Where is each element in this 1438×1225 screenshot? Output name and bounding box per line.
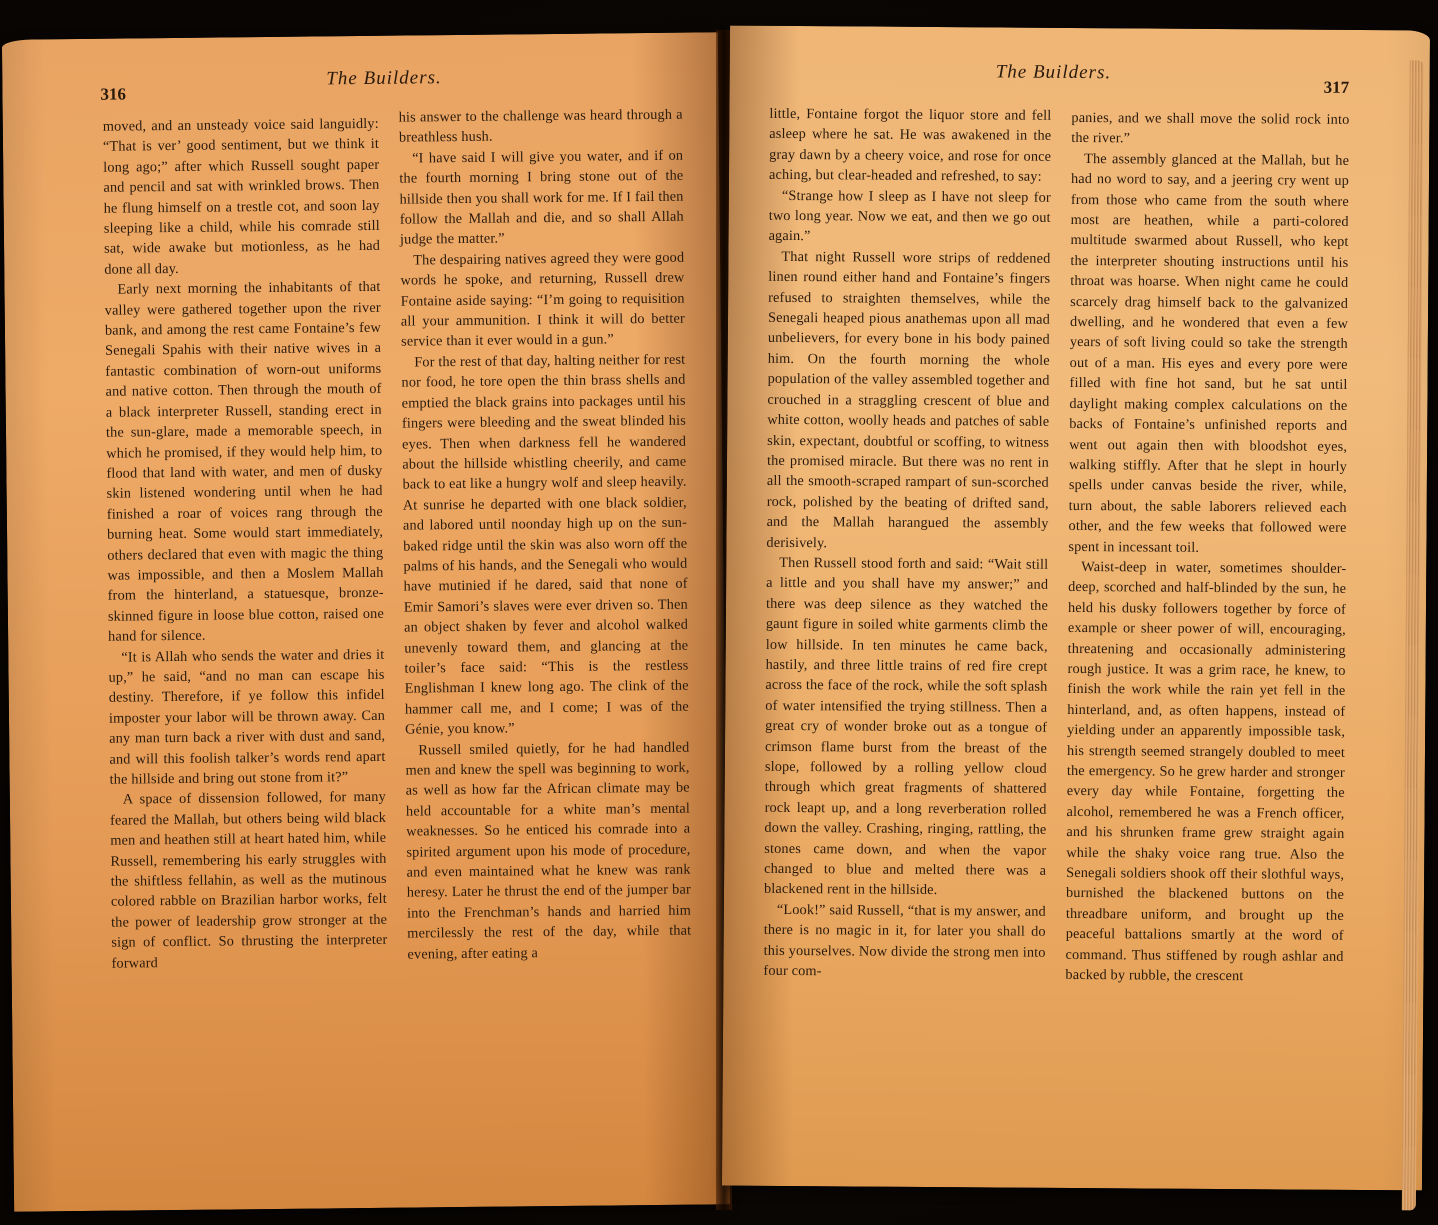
paragraph: “It is Allah who sends the water and dries it up,” he said, “and no man can escape his destiny. Therefore, if ye follow this infidel imposter your labor will be thrown away. Can any man turn back a river with dust and sand, and will this foolish talker’s words rend apart the hillside and bring out stone from it?” — [108, 646, 386, 788]
paragraph: The despairing natives agreed they were good words he spoke, and returning, Russell drew Fontaine aside saying: “I’m going to requisition all your ammunition. I think it will do better service than it ever would in a gun.” — [400, 249, 685, 351]
paragraph: That night Russell wore strips of reddened linen round either hand and Fontaine’s fingers refused to straighten themselves, while the Senegali heaped pious anathemas upon all mad unbelievers, for every bone in his body pained him. On the fourth morning the whole population of the valley assembled together and crouched in a straggling crescent of blue and white cotton, woolly heads and patches of sable skin, expectant, doubtful or scoffing, to witness the promised miracle. But there was no rent in all the smooth-scraped rampart of sun-scorched rock, polished by the beating of drifted sand, and the Mallah harangued the assembly derisively. — [766, 248, 1051, 551]
page-edges — [1402, 60, 1424, 1210]
paragraph: panies, and we shall move the solid rock into the river.” — [1071, 109, 1350, 147]
paragraph: his answer to the challenge was heard through a breathless hush. — [398, 106, 683, 147]
right-page-column-1 — [763, 104, 1051, 983]
paragraph: Then Russell stood forth and said: “Wait still a little and you shall have my answer;” and there was deep silence as they watched the gaunt figure in soiled white garments climb the low hillside. In ten minutes he came back, hastily, and three little trains of red fire crept across the face of the rock, while the soft splash of water intensified the trying stillness. Then a great cry of wonder broke out as a tongue of crimson flame burst from the breast of the slope, followed by a rolling yellow cloud through which great fragments of shattered rock leapt up, and a long reverberation rolled down the valley. Crashing, ringing, rattling, the stones came down, and when the vapor changed to blue and melted there was a blackened rent in the hillside. — [763, 554, 1049, 899]
paragraph: A space of dissension followed, for many feared the Mallah, but others being wild black men and heathen still at heart hated him, while Russell, remembering his early struggles with the shiftless fellahin, as well as the mutinous colored rabble on Brazilian harbor works, felt the power of leadership grow stronger at the sign of conflict. So thrusting the interpreter forward — [109, 789, 388, 972]
left-page — [2, 32, 730, 1211]
paragraph: little, Fontaine forgot the liquor store and fell asleep where he sat. He was awakened in the gray dawn by a cheery voice, and rose for once aching, but clear-headed and refreshed, to say: — [768, 105, 1052, 185]
paragraph: “Look!” said Russell, “that is my answer, and there is no magic in it, for later you shall do this yourselves. Now divide the strong men into four com- — [763, 901, 1046, 980]
page-number-left: 316 — [100, 84, 127, 104]
paragraph: Waist-deep in water, sometimes shoulder-deep, scorched and half-blinded by the sun, he held his dusky followers together by force of example or sheer power of will, encouraging, threatening and occasionally administering rough justice. It was a grim race, he knew, to finish the work while the rain yet fell in the hinterland, and, as often happens, instead of yielding under an apparently impossible task, his strength seemed strangely doubled to meet the emergency. So he grew harder and stronger every day while Fontaine, forgetting the alcohol, remembered he was a French officer, and his shrunken frame grew straight again while the shaky voice rang true. Also the Senegali soldiers shook off their slothful ways, burnished the blackened buttons on the threadbare uniform, and brought up the peaceful battalions smartly at the word of command. Thus stiffened by rough ashlar and backed by rubble, the crescent — [1065, 558, 1347, 985]
left-page-column-1 — [103, 114, 388, 974]
paragraph: “I have said I will give you water, and if on the fourth morning I bring stone out of the hillside then you shall work for me. If I fail then follow the Mallah and die, and so shall Allah judge the matter.” — [399, 147, 684, 249]
paragraph: moved, and an unsteady voice said languidly: “That is ver’ good sentiment, but we think it long ago;” after which Russell sought paper and pencil and sat with wrinkled brows. Then he flung himself on a trestle cot, and soon lay sleeping like a child, while his comrade still sat, wide awake but motionless, as he had done all day. — [102, 115, 381, 278]
right-page — [722, 26, 1430, 1191]
running-head-left: The Builders. — [326, 67, 442, 90]
left-page-column-2 — [399, 105, 692, 965]
paragraph: The assembly glanced at the Mallah, but he had no word to say, and a jeering cry went up from those who came from the south where most are heathen, while a parti-colored multitude swarmed about Russell, who kept the interpreter shouting instructions until his throat was hoarse. When night came he could scarcely drag himself back to the galvanized dwelling, and he wondered that even a few years of soft living could so take the strength out of a man. His eyes and every pore were filled with fine hot sand, but he sat until daylight making complex calculations on the backs of Fontaine’s unfinished reports and went out again then with bloodshot eyes, walking stiffly. After that he slept in hourly spells under canvas beside the river, while, turn about, the sable laborers relieved each other, and the few weeks that followed were spent in incessant toil. — [1068, 150, 1350, 556]
page-number-right: 317 — [1323, 77, 1350, 97]
paragraph: For the rest of that day, halting neither for rest nor food, he tore open the thin brass shells and emptied the black grains into packages until his fingers were bleeding and the sweat blinded his eyes. Then when darkness fell he wandered about the hillside whistling cheerily, and came back to eat like a hungry wolf and sleep heavily. At sunrise he departed with one black soldier, and labored until noonday high up on the sun-baked ridge until the skin was also worn off the palms of his hands, and the Senegali who would have mutinied if he dared, said that none of Emir Samori’s slaves were ever driven so. Then an object shaken by fever and alcohol walked unevenly toward them, and glancing at the toiler’s face said: “This is the restless Englishman I knew long ago. The clink of the hammer call me, and I come; I was of the Génie, you know.” — [401, 351, 689, 738]
right-page-column-2 — [1065, 108, 1349, 987]
paragraph: Early next morning the inhabitants of that valley were gathered together upon the river bank, and among the rest came Fontaine’s few Senegali Spahis with their native wives in a fantastic combination of worn-out uniforms and native cotton. Then through the mouth of a black interpreter Russell, standing erect in the sun-glare, made a memorable speech, in which he promised, if they would help him, to flood that land with water, and men of dusky skin listened wondering until when he had finished a roar of voices rang through the burning heat. Some would start immediately, others declared that even with magic the thing was impossible, and then a Moslem Mallah from the hinterland, a statuesque, bronze-skinned figure in loose blue cotton, raised one hand for silence. — [104, 279, 384, 645]
running-head-right: The Builders. — [995, 61, 1112, 84]
paragraph: “Strange how I sleep as I have not sleep for two long year. Now we eat, and then we go out again.” — [768, 187, 1051, 245]
paragraph: Russell smiled quietly, for he had handled men and knew the spell was beginning to work, as well as how far the African climate may be held accountable for a white man’s mental weaknesses. So he enticed his comrade into a spirited argument upon his mode of procedure, and even maintained what he knew was rank heresy. Later he thrust the end of the jumper bar into the Frenchman’s hands and harried him mercilessly the rest of the day, while that evening, after eating a — [405, 739, 692, 963]
